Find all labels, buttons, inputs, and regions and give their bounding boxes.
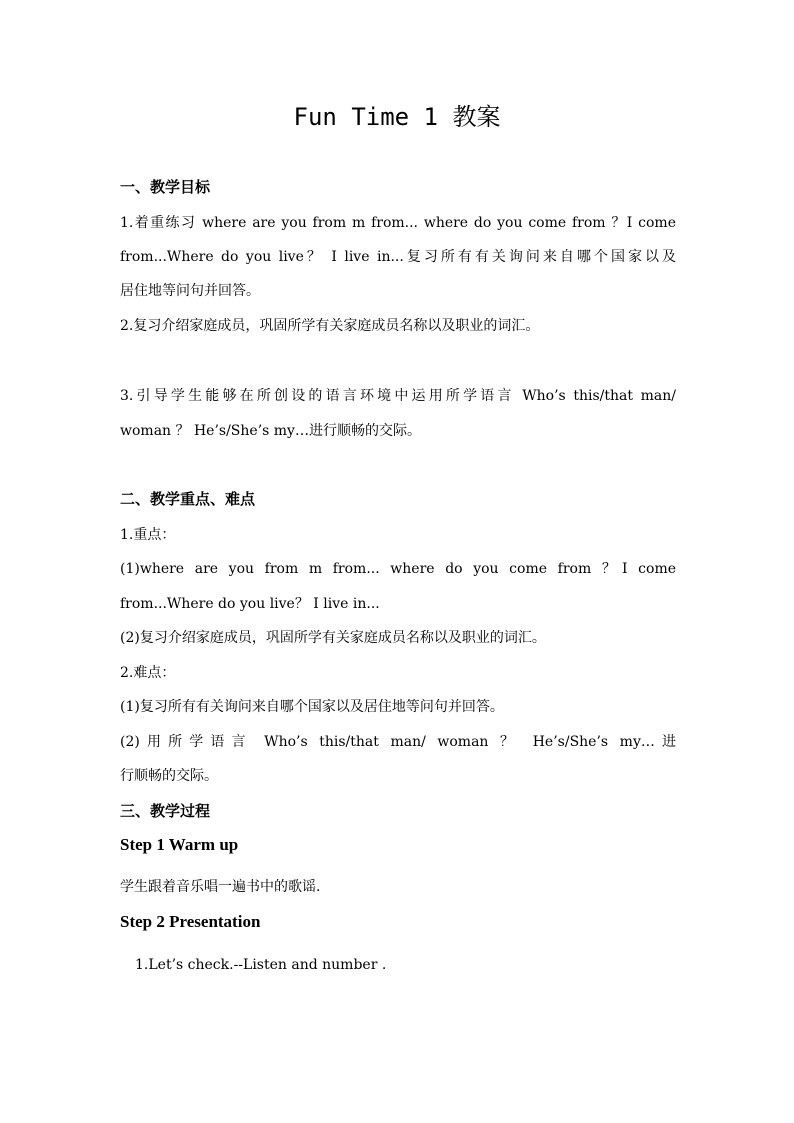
key-point-1-line-2: from...Where do you live？ I live in... — [120, 596, 380, 612]
difficulties-label: 2.难点： — [120, 665, 176, 681]
step-2-text: 1.Let’s check.--Listen and number . — [135, 957, 387, 973]
difficulty-2-line-2: 行顺畅的交际。 — [120, 768, 218, 784]
objective-2: 2.复习介绍家庭成员，巩固所学有关家庭成员名称以及职业的词汇。 — [120, 318, 540, 334]
difficulty-1: (1)复习所有有关询问来自哪个国家以及居住地等问句并回答。 — [120, 699, 504, 715]
section-heading-key-points: 二、教学重点、难点 — [120, 490, 256, 508]
difficulty-2-line-1: (2)用所学语言 Who’s this/that man/ woman ？ He’s/She’s my…进 — [120, 734, 676, 750]
objective-1-line-3: 居住地等问句并回答。 — [120, 283, 260, 299]
key-point-2: (2)复习介绍家庭成员，巩固所学有关家庭成员名称以及职业的词汇。 — [120, 630, 546, 646]
objective-3-line-1: 3.引导学生能够在所创设的语言环境中运用所学语言 Who’s this/that man/ — [120, 388, 676, 404]
objective-3-line-2: woman ？ He’s/She’s my…进行顺畅的交际。 — [120, 423, 421, 439]
section-heading-process: 三、教学过程 — [120, 802, 211, 820]
section-heading-objectives: 一、教学目标 — [120, 178, 211, 196]
key-point-1-line-1: (1)where are you from m from... where do you come from ？I come — [120, 561, 676, 577]
objective-1-line-1: 1.着重练习 where are you from m from... where do you come from ？I come — [120, 215, 676, 231]
objective-1-line-2: from...Where do you live？ I live in...复习所有有关询问来自哪个国家以及 — [120, 249, 676, 265]
key-points-label: 1.重点： — [120, 527, 176, 543]
step-1-text: 学生跟着音乐唱一遍书中的歌谣. — [120, 879, 321, 895]
step-2-heading: Step 2 Presentation — [120, 912, 261, 931]
document-title: Fun Time 1 教案 — [293, 103, 501, 131]
step-1-heading: Step 1 Warm up — [120, 835, 239, 854]
